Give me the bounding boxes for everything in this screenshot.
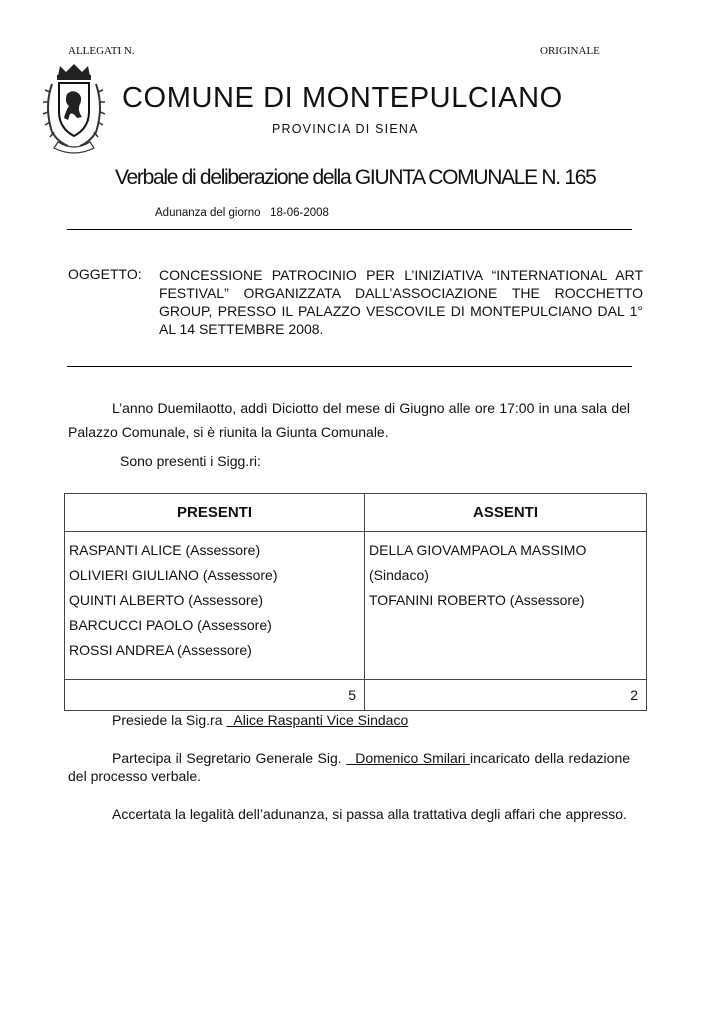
- attendance-table: [64, 493, 647, 711]
- presenti-list: [65, 532, 365, 680]
- assenti-item: DELLA GIOVAMPAOLA MASSIMO: [369, 542, 587, 558]
- municipal-crest-icon: [42, 62, 106, 154]
- adunanza-date: 18-06-2008: [270, 207, 329, 219]
- partecipa-paragraph: [68, 749, 630, 785]
- allegati-label: ALLEGATI N.: [68, 45, 135, 57]
- accertata-paragraph: Accertata la legalità dell’adunanza, si passa alla trattativa degli affari che appresso.: [112, 806, 627, 822]
- presiede-line: [112, 712, 408, 728]
- assenti-header: ASSENTI: [365, 494, 647, 532]
- partecipa-suffix: incaricato della redazione del processo verbale.: [68, 750, 631, 784]
- verbale-heading: Verbale di deliberazione della GIUNTA COMUNALE N. 165: [115, 166, 596, 189]
- presenti-item: RASPANTI ALICE (Assessore): [69, 542, 261, 558]
- presenti-header: PRESENTI: [65, 494, 365, 532]
- provincia-subtitle: PROVINCIA DI SIENA: [272, 122, 419, 136]
- presiede-prefix: Presiede la Sig.ra: [112, 712, 223, 728]
- presiede-name: Alice Raspanti Vice Sindaco: [226, 712, 409, 728]
- assenti-item: (Sindaco): [369, 567, 429, 583]
- assenti-count: 2: [365, 680, 647, 711]
- divider-top: [67, 229, 632, 230]
- oggetto-text: CONCESSIONE PATROCINIO PER L’INIZIATIVA “INTERNATIONAL ART FESTIVAL” ORGANIZZATA DALL’ASSOCIAZIONE THE ROCCHETTO GROUP, PRESSO IL PALAZZO VESCOVILE DI MONTEPULCIANO DAL 1° AL 14 SETTEMBRE 2008.: [159, 267, 643, 337]
- intro-paragraph: L’anno Duemilaotto, addì Diciotto del mese di Giugno alle ore 17:00 in una sala del Palazzo Comunale, si è riunita la Giunta Comunale.: [68, 400, 630, 440]
- oggetto-label: OGGETTO:: [68, 266, 142, 282]
- originale-label: ORIGINALE: [540, 45, 600, 57]
- assenti-list: [365, 532, 647, 680]
- presenti-item: QUINTI ALBERTO (Assessore): [69, 592, 263, 608]
- assenti-item: TOFANINI ROBERTO (Assessore): [369, 592, 585, 608]
- comune-title: COMUNE DI MONTEPULCIANO: [122, 82, 563, 114]
- presenti-count: 5: [65, 680, 365, 711]
- presenti-item: OLIVIERI GIULIANO (Assessore): [69, 567, 278, 583]
- partecipa-prefix: Partecipa il Segretario Generale Sig.: [112, 750, 342, 766]
- divider-bottom: [67, 366, 632, 367]
- partecipa-name: Domenico Smilari: [346, 750, 471, 766]
- presenti-intro: Sono presenti i Sigg.ri:: [120, 453, 261, 469]
- presenti-item: ROSSI ANDREA (Assessore): [69, 642, 252, 658]
- presenti-item: BARCUCCI PAOLO (Assessore): [69, 617, 272, 633]
- adunanza-label: Adunanza del giorno: [155, 207, 261, 219]
- adunanza-line: [155, 207, 329, 219]
